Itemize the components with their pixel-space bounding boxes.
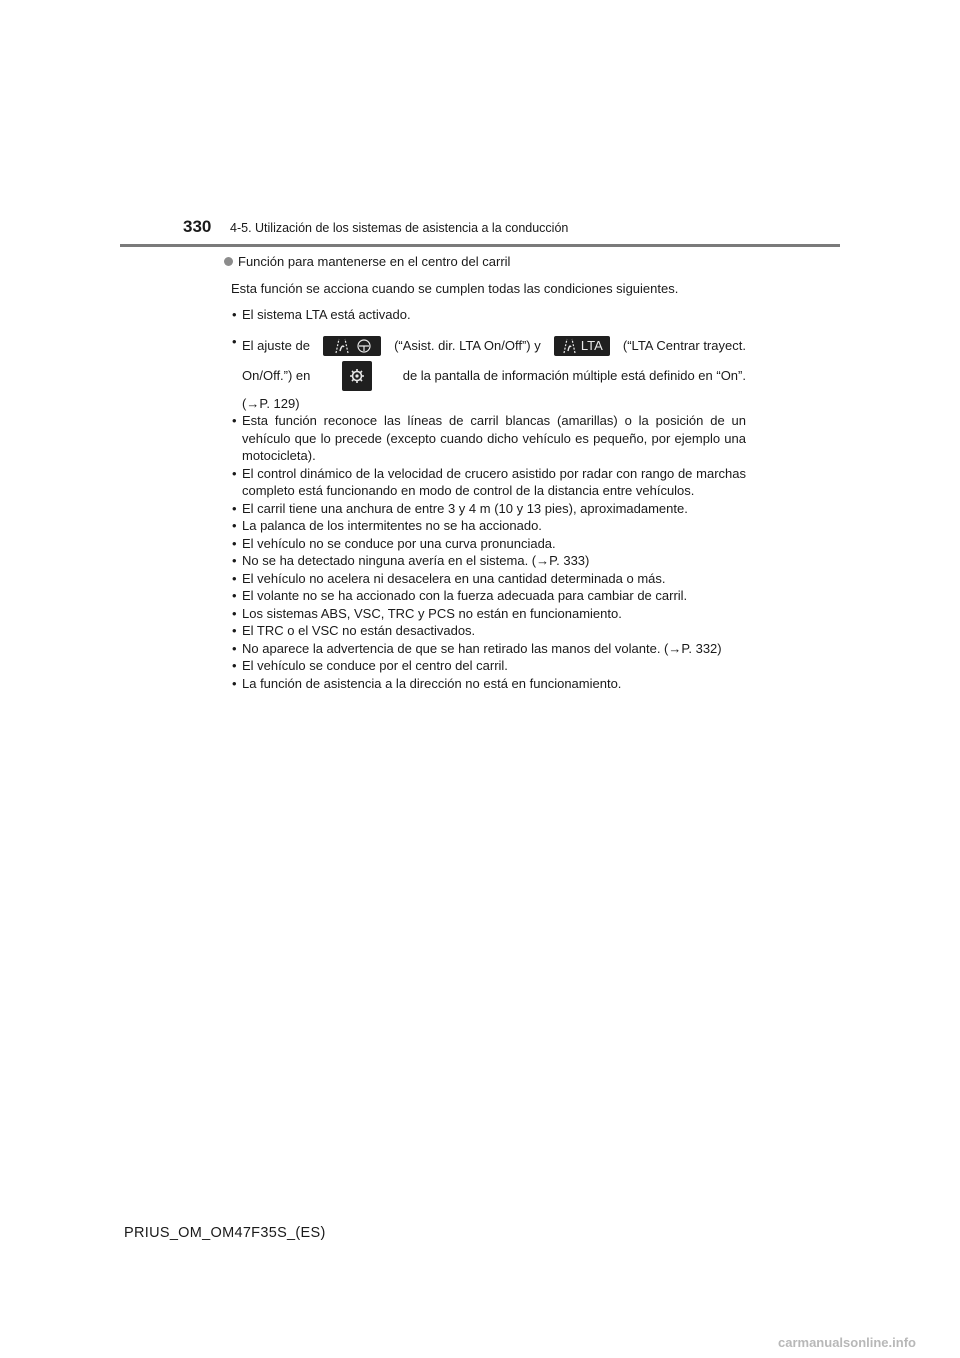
list-item: • El vehículo se conduce por el centro del carril. xyxy=(222,657,746,675)
list-item-settings xyxy=(222,333,746,413)
list-item: • El sistema LTA está activado. xyxy=(222,306,746,324)
document-code: PRIUS_OM_OM47F35S_(ES) xyxy=(124,1225,326,1241)
list-item: • No se ha detectado ninguna avería en el sistema. (→P. 333) xyxy=(222,552,746,570)
list-item: • La palanca de los intermitentes no se ha accionado. xyxy=(222,517,746,535)
text-part: • El ajuste de xyxy=(242,337,310,353)
text-part: de la pantalla de información múltiple está definido en “On”. xyxy=(402,367,746,383)
list-item: • El TRC o el VSC no están desactivados. xyxy=(222,622,746,640)
icon-line-1 xyxy=(242,333,746,359)
main-content xyxy=(222,253,746,692)
list-item: • Esta función reconoce las líneas de carril blancas (amarillas) o la posición de un vehículo que lo precede (excepto cuando dicho vehículo es pequeño, por ejemplo una motocicleta). xyxy=(222,412,746,465)
bullet-circle-icon xyxy=(224,257,233,266)
list-item: • Los sistemas ABS, VSC, TRC y PCS no están en funcionamiento. xyxy=(222,605,746,623)
lta-center-icon xyxy=(554,336,610,356)
list-item: • El vehículo no acelera ni desacelera en una cantidad determinada o más. xyxy=(222,570,746,588)
text-part: (“Asist. dir. LTA On/Off”) y xyxy=(394,337,541,353)
list-item: • El carril tiene una anchura de entre 3 y 4 m (10 y 13 pies), aproximadamente. xyxy=(222,500,746,518)
section-heading xyxy=(222,253,746,271)
heading-text: Función para mantenerse en el centro del carril xyxy=(238,254,511,269)
list-item: • La función de asistencia a la dirección no está en funcionamiento. xyxy=(222,675,746,693)
watermark: carmanualsonline.info xyxy=(778,1335,916,1350)
list-item: • No aparece la advertencia de que se han retirado las manos del volante. (→P. 332) xyxy=(222,640,746,658)
section-title: 4-5. Utilización de los sistemas de asistencia a la conducción xyxy=(230,221,569,235)
text-part: On/Off.”) en xyxy=(242,367,311,383)
lta-steering-assist-icon xyxy=(323,336,381,356)
settings-gear-icon xyxy=(342,361,372,391)
header-divider xyxy=(120,244,840,247)
text-part: (“LTA Centrar trayect. xyxy=(622,337,746,353)
lta-icon-label: LTA xyxy=(580,337,603,353)
list-item: • El volante no se ha accionado con la fuerza adecuada para cambiar de carril. xyxy=(222,587,746,605)
list-item: • El vehículo no se conduce por una curva pronunciada. xyxy=(222,535,746,553)
icon-line-2 xyxy=(242,359,746,393)
page-number: 330 xyxy=(183,217,212,236)
list-item: • El control dinámico de la velocidad de crucero asistido por radar con rango de marchas completo está funcionando en modo de control de la distancia entre vehículos. xyxy=(222,465,746,500)
intro-paragraph: Esta función se acciona cuando se cumplen todas las condiciones siguientes. xyxy=(231,280,679,296)
page-reference: (→P. 129) xyxy=(242,395,300,411)
